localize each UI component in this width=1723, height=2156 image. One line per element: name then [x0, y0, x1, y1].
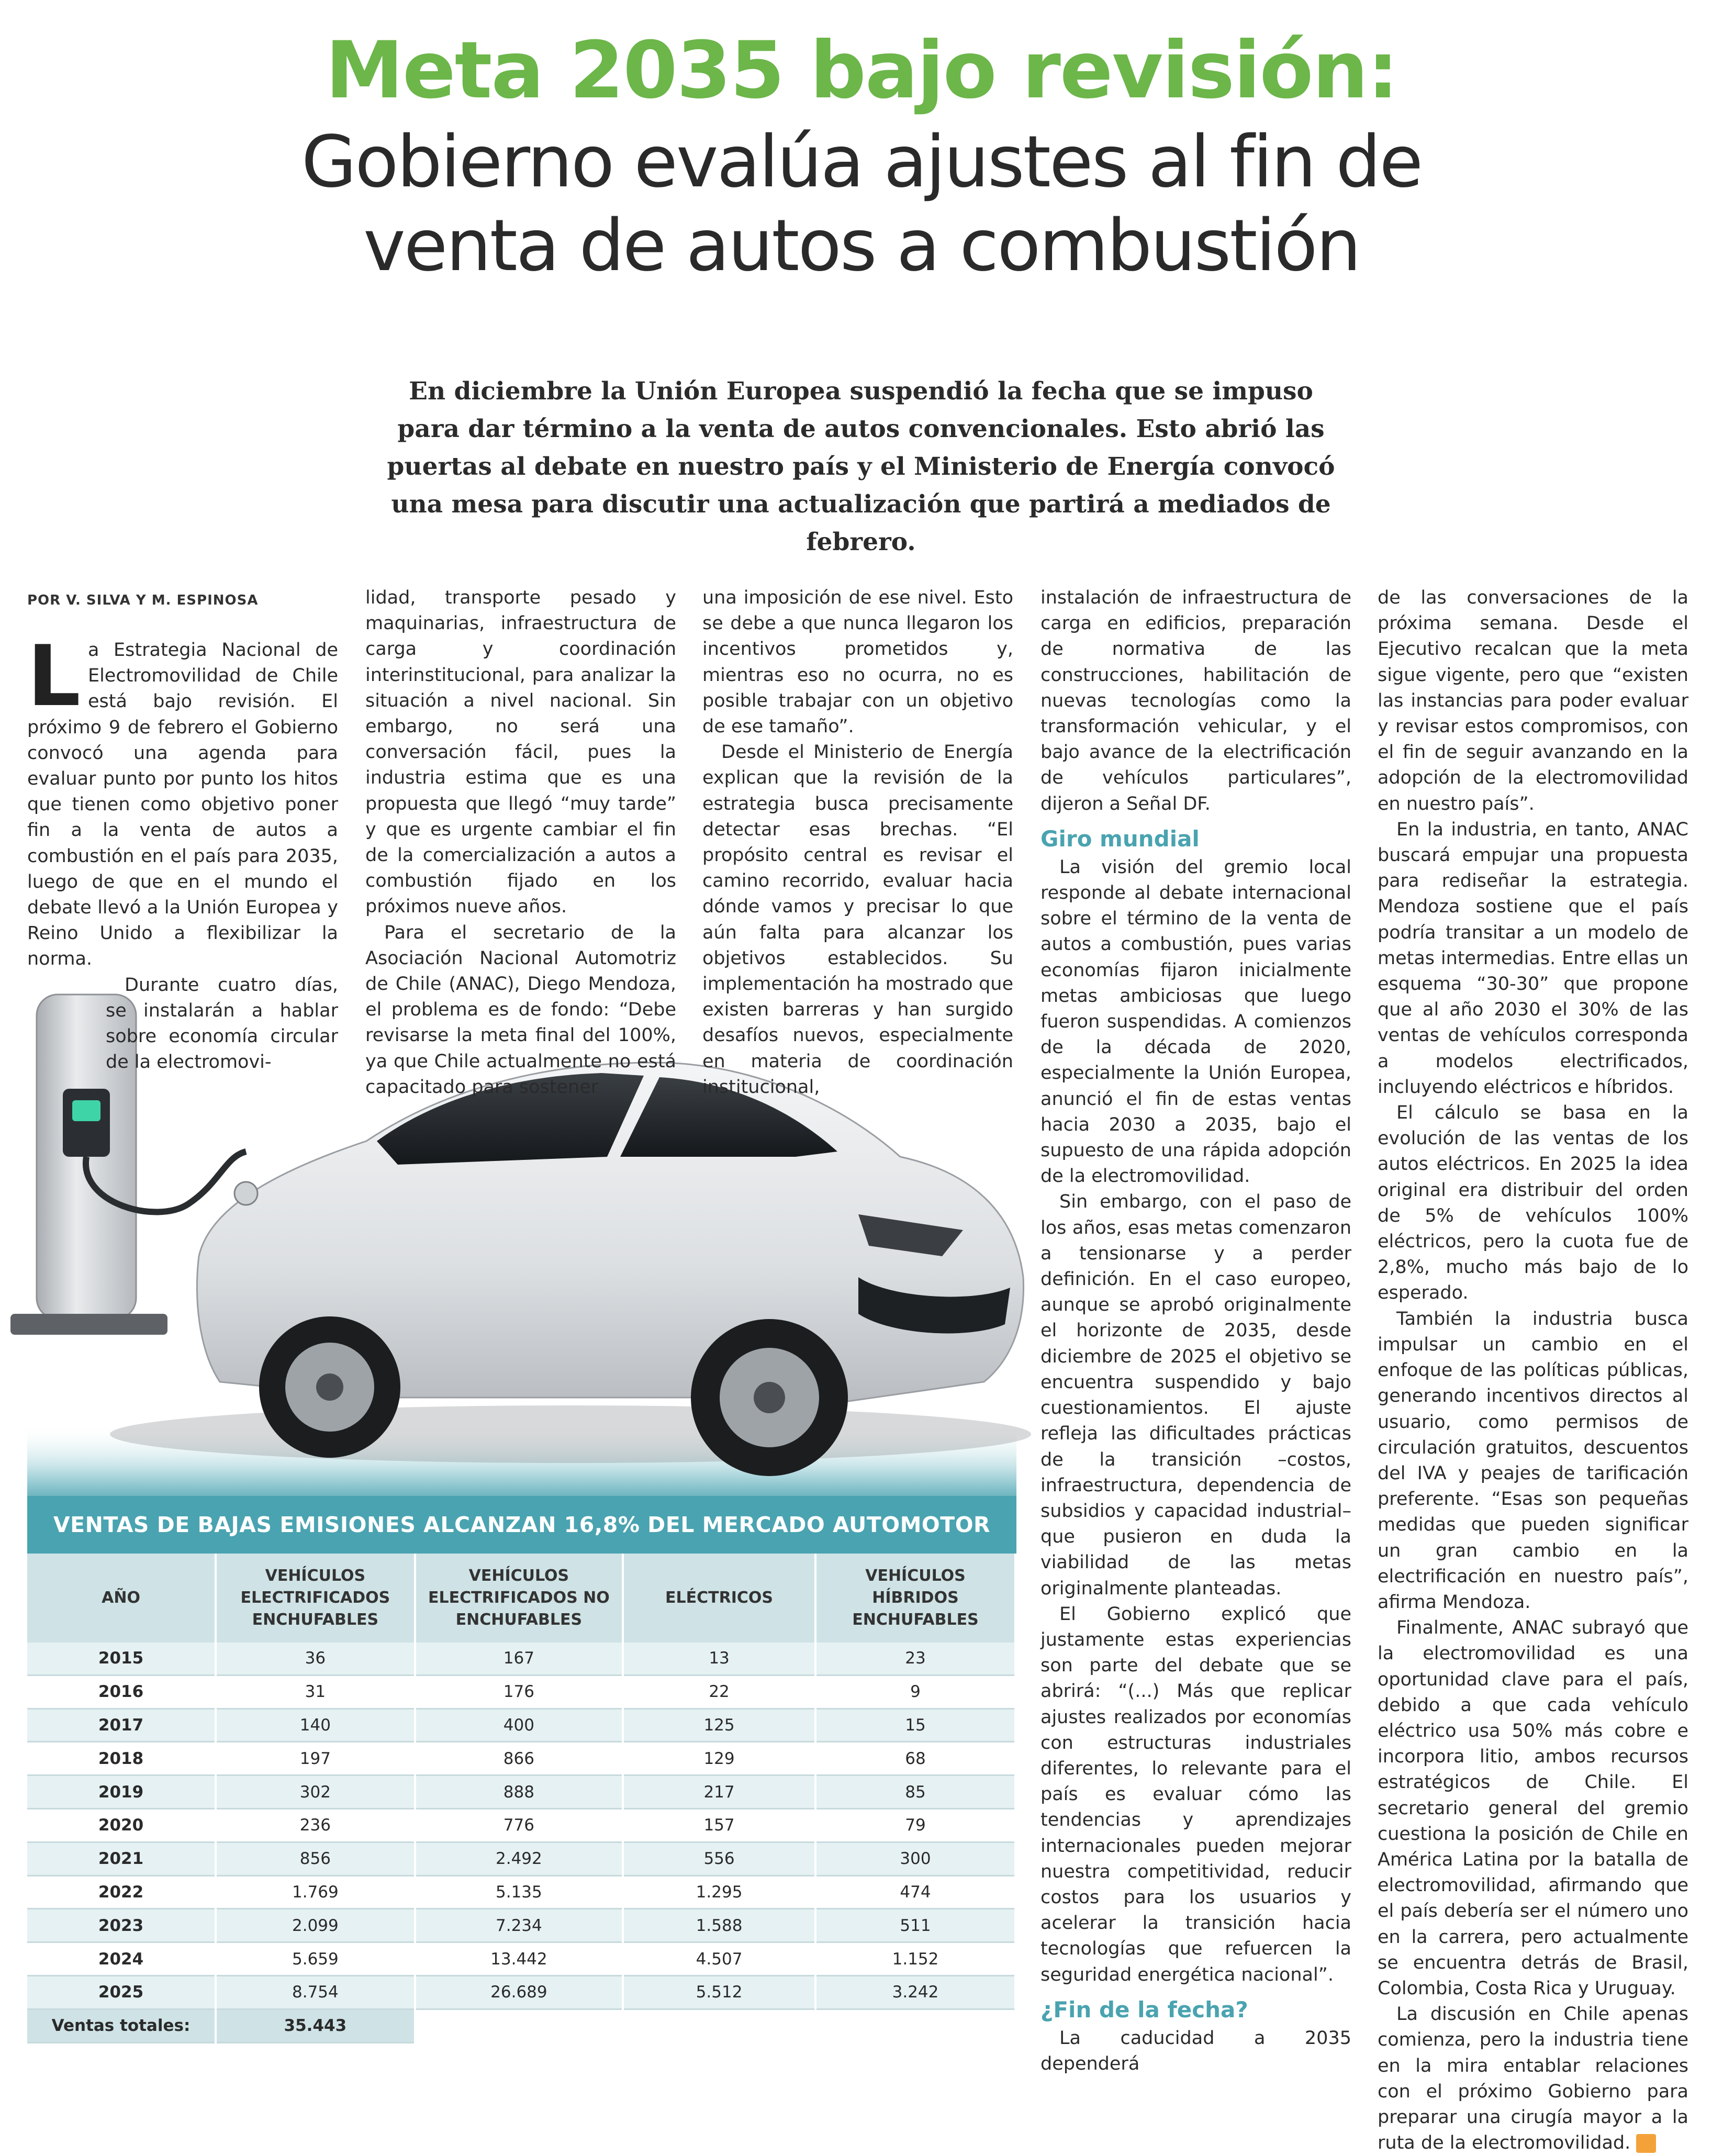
headline-subtitle-2: venta de autos a combustión — [363, 205, 1360, 287]
total-value: 35.443 — [216, 2009, 415, 2042]
table-row — [27, 1909, 1015, 1942]
year-cell: 2024 — [27, 1942, 216, 1976]
paragraph: Sin embargo, con el paso de los años, esas metas comenzaron a tensionarse y a perder definición. En el caso europeo, aunque se aprobó originalmente el horizonte de 2035, desde diciembre de 2025 el objetivo se encuentra suspendido y bajo cuestionamientos. El ajuste refleja las dificultades prácticas de la transición –costos, infraestructura, dependencia de subsidios y capacidad industrial– que pusieron en duda la viabilidad de las metas originalmente planteadas. — [1040, 1191, 1351, 1599]
year-cell: 2021 — [27, 1842, 216, 1875]
table-row — [27, 1675, 1015, 1708]
headline — [0, 21, 1723, 288]
car — [110, 1063, 1031, 1476]
paragraph: de las conversaciones de la próxima semana. Desde el Ejecutivo recalcan que la meta sigue vigente, pero que “existen las instancias para poder evaluar y revisar estos compromisos, con el fin de seguir avanzando en la adopción de la electromovilidad en nuestro país”. — [1378, 587, 1688, 814]
value-cell: 5.512 — [623, 1975, 815, 2009]
sales-data-table — [27, 1554, 1016, 2043]
year-cell: 2019 — [27, 1775, 216, 1809]
value-cell: 236 — [216, 1808, 415, 1842]
value-cell: 5.659 — [216, 1942, 415, 1976]
table-header: VEHÍCULOS HÍBRIDOS ENCHUFABLES — [815, 1554, 1015, 1643]
value-cell: 300 — [815, 1842, 1015, 1875]
table-row — [27, 1942, 1015, 1976]
paragraph: También la industria busca impulsar un cambio en el enfoque de las políticas públicas, generando incentivos directos al usuario, como permisos de circulación gratuitos, descuentos del IVA y peajes de tarificación preferente. “Esas son pequeñas medidas que pueden significar un gran cambio en la electrificación en nuestro país”, afirma Mendoza. — [1378, 1308, 1688, 1613]
paragraph-text: La discusión en Chile apenas comienza, pero la industria tiene en la mira entablar relaciones con el próximo Gobierno para preparar una cirugía mayor a la ruta de la electromovilidad. — [1378, 2004, 1688, 2154]
value-cell: 7.234 — [415, 1909, 623, 1942]
value-cell: 9 — [815, 1675, 1015, 1708]
value-cell: 1.588 — [623, 1909, 815, 1942]
table-row — [27, 1775, 1015, 1809]
table-row — [27, 1875, 1015, 1909]
value-cell: 856 — [216, 1842, 415, 1875]
value-cell: 129 — [623, 1742, 815, 1775]
year-cell: 2018 — [27, 1742, 216, 1775]
paragraph: En la industria, en tanto, ANAC buscará empujar una propuesta para rediseñar la estrategia. Mendoza sostiene que el país podría transitar a un modelo de metas intermedias. Entre ellas un esquema “30-30” que propone que al año 2030 el 30% de las ventas de vehículos corresponda a modelos electrificados, incluyendo eléctricos e híbridos. — [1378, 819, 1688, 1098]
table-header-row — [27, 1554, 1015, 1643]
table-row — [27, 1808, 1015, 1842]
value-cell: 302 — [216, 1775, 415, 1809]
year-cell: 2020 — [27, 1808, 216, 1842]
value-cell: 474 — [815, 1875, 1015, 1909]
value-cell: 2.099 — [216, 1909, 415, 1942]
paragraph-final — [1378, 2002, 1688, 2156]
table-header: AÑO — [27, 1554, 216, 1643]
table-row — [27, 1742, 1015, 1775]
value-cell: 866 — [415, 1742, 623, 1775]
paragraph: Durante cuatro días, se instalarán a hablar sobre economía circular de la electromovi- — [106, 974, 338, 1073]
value-cell: 1.769 — [216, 1875, 415, 1909]
value-cell: 4.507 — [623, 1942, 815, 1976]
sales-table — [27, 1496, 1016, 2043]
value-cell: 3.242 — [815, 1975, 1015, 2009]
year-cell: 2017 — [27, 1708, 216, 1742]
paragraph: Desde el Ministerio de Energía explican que la revisión de la estrategia busca precisamente detectar esas brechas. “El propósito central es revisar el camino recorrido, evaluar hacia dónde vamos y precisar lo que aún falta para alcanzar los objetivos establecidos. Su implementación ha mostrado que existen barreras y han surgido desafíos nuevos, especialmente en materia de coordinación institucional, — [702, 742, 1013, 1098]
value-cell: 36 — [216, 1643, 415, 1675]
value-cell: 776 — [415, 1808, 623, 1842]
blank-cell — [415, 2009, 1015, 2042]
year-cell: 2016 — [27, 1675, 216, 1708]
table-header: ELÉCTRICOS — [623, 1554, 815, 1643]
value-cell: 5.135 — [415, 1875, 623, 1909]
value-cell: 13.442 — [415, 1942, 623, 1976]
value-cell: 8.754 — [216, 1975, 415, 2009]
table-header: VEHÍCULOS ELECTRIFICADOS NO ENCHUFABLES — [415, 1554, 623, 1643]
lede: En diciembre la Unión Europea suspendió la fecha que se impuso para dar término a la venta de autos convencionales. Esto abrió las puertas al debate en nuestro país y el Ministerio de Energía convocó una mesa para discutir una actualización que partirá a mediados de febrero. — [387, 377, 1335, 556]
year-cell: 2022 — [27, 1875, 216, 1909]
value-cell: 1.295 — [623, 1875, 815, 1909]
value-cell: 1.152 — [815, 1942, 1015, 1976]
paragraph: instalación de infraestructura de carga en edificios, preparación de normativa de las construcciones, habilitación de nuevas tecnologías como la transformación vehicular, y el bajo avance de la electrificación de vehículos particulares”, dijeron a Señal DF. — [1040, 587, 1351, 814]
year-cell: 2023 — [27, 1909, 216, 1942]
paragraph: La visión del gremio local responde al debate internacional sobre el término de la venta de autos a combustión, pues varias economías fijaron inicialmente metas ambiciosas que luego fueron suspendidas. A comienzos de la década de 2020, especialmente la Unión Europea, anunció el fin de estas ventas hacia 2030 a 2035, bajo el supuesto de una rápida adopción de la electromovilidad. — [1040, 856, 1351, 1187]
table-row — [27, 1842, 1015, 1875]
table-total-row — [27, 2009, 1015, 2042]
paragraph: Para el secretario de la Asociación Nacional Automotriz de Chile (ANAC), Diego Mendoza, el problema es de fondo: “Debe revisarse la meta final del 100%, ya que Chile actualmente no está capacitado para sostener — [365, 922, 676, 1098]
value-cell: 85 — [815, 1775, 1015, 1809]
value-cell: 167 — [415, 1643, 623, 1675]
byline: POR V. SILVA Y M. ESPINOSA — [27, 593, 259, 608]
value-cell: 22 — [623, 1675, 815, 1708]
subheading-fin-de-la-fecha: ¿Fin de la fecha? — [1040, 1996, 1248, 2023]
value-cell: 79 — [815, 1808, 1015, 1842]
end-mark-icon: S — [1636, 2134, 1656, 2153]
table-header: VEHÍCULOS ELECTRIFICADOS ENCHUFABLES — [216, 1554, 415, 1643]
paragraph: La caducidad a 2035 dependerá — [1040, 2027, 1351, 2074]
article-column-2 — [365, 585, 676, 1100]
year-cell: 2015 — [27, 1643, 216, 1675]
value-cell: 68 — [815, 1742, 1015, 1775]
table-row — [27, 1975, 1015, 2009]
value-cell: 888 — [415, 1775, 623, 1809]
value-cell: 217 — [623, 1775, 815, 1809]
headline-subtitle-1: Gobierno evalúa ajustes al fin de — [301, 121, 1422, 204]
paragraph: Finalmente, ANAC subrayó que la electromovilidad es una oportunidad clave para el país, debido a que cada vehículo eléctrico usa 50% más cobre e incorpora litio, ambos recursos estratégicos de Chile. El secretario general del gremio cuestiona la posición de Chile en América Latina por la batalla de electromovilidad, afirmando que el país debería ser el número uno en la carrera, pero actualmente se encuentra detrás de Brasil, Colombia, Costa Rica y Uruguay. — [1378, 1617, 1688, 1999]
value-cell: 197 — [216, 1742, 415, 1775]
value-cell: 2.492 — [415, 1842, 623, 1875]
paragraph: El cálculo se basa en la evolución de las ventas de los autos eléctricos. En 2025 la idea original era distribuir del orden de 5% de vehículos 100% eléctricos, pero la cuota fue de 2,8%, mucho más bajo de lo esperado. — [1378, 1102, 1688, 1304]
subheading-giro-mundial: Giro mundial — [1040, 825, 1200, 852]
paragraph: una imposición de ese nivel. Esto se debe a que nunca llegaron los incentivos prometidos y, mientras eso no ocurra, no es posible trabajar con un objetivo de ese tamaño”. — [702, 587, 1013, 738]
value-cell: 511 — [815, 1909, 1015, 1942]
headline-title: Meta 2035 bajo revisión: — [325, 25, 1398, 116]
paragraph: a Estrategia Nacional de Electromovilidad de Chile está bajo revisión. El próximo 9 de febrero el Gobierno convocó una agenda para evaluar punto por punto los hitos que tienen como objetivo poner fin a la venta de autos a combustión en el país para 2035, luego de que en el mundo el debate llevó a la Unión Europea y Reino Unido a flexibilizar la norma. — [27, 640, 338, 970]
article-column-4 — [1040, 585, 1351, 2077]
table-row — [27, 1708, 1015, 1742]
total-label: Ventas totales: — [27, 2009, 216, 2042]
paragraph: lidad, transporte pesado y maquinarias, infraestructura de carga y coordinación interinstitucional, para analizar la situación a nivel nacional. Sin embargo, no será una conversación fácil, pues la industria estima que es una propuesta que llegó “muy tarde” y que es urgente cambiar el fin de la comercialización a autos a combustión fijado en los próximos nueve años. — [365, 587, 676, 918]
table-row — [27, 1643, 1015, 1675]
table-title: VENTAS DE BAJAS EMISIONES ALCANZAN 16,8% DEL MERCADO AUTOMOTOR — [27, 1496, 1016, 1554]
dropcap: L — [27, 627, 81, 725]
value-cell: 23 — [815, 1643, 1015, 1675]
value-cell: 140 — [216, 1708, 415, 1742]
value-cell: 157 — [623, 1808, 815, 1842]
value-cell: 31 — [216, 1675, 415, 1708]
article-column-1 — [27, 627, 338, 1075]
value-cell: 556 — [623, 1842, 815, 1875]
value-cell: 26.689 — [415, 1975, 623, 2009]
paragraph: El Gobierno explicó que justamente estas experiencias son parte del debate que se abrirá: “(...) Más que replicar ajustes realizados por economías con estructuras industriales diferentes, lo relevante para el país es evaluar cómo las tendencias y aprendizajes internacionales pueden mejorar nuestra competitividad, reducir costos para los usuarios y acelerar la transición hacia tecnologías que refuercen la seguridad energética nacional”. — [1040, 1603, 1351, 1985]
year-cell: 2025 — [27, 1975, 216, 2009]
value-cell: 13 — [623, 1643, 815, 1675]
article-column-5 — [1378, 585, 1688, 2156]
value-cell: 400 — [415, 1708, 623, 1742]
value-cell: 176 — [415, 1675, 623, 1708]
article-column-3 — [702, 585, 1013, 1100]
value-cell: 15 — [815, 1708, 1015, 1742]
value-cell: 125 — [623, 1708, 815, 1742]
